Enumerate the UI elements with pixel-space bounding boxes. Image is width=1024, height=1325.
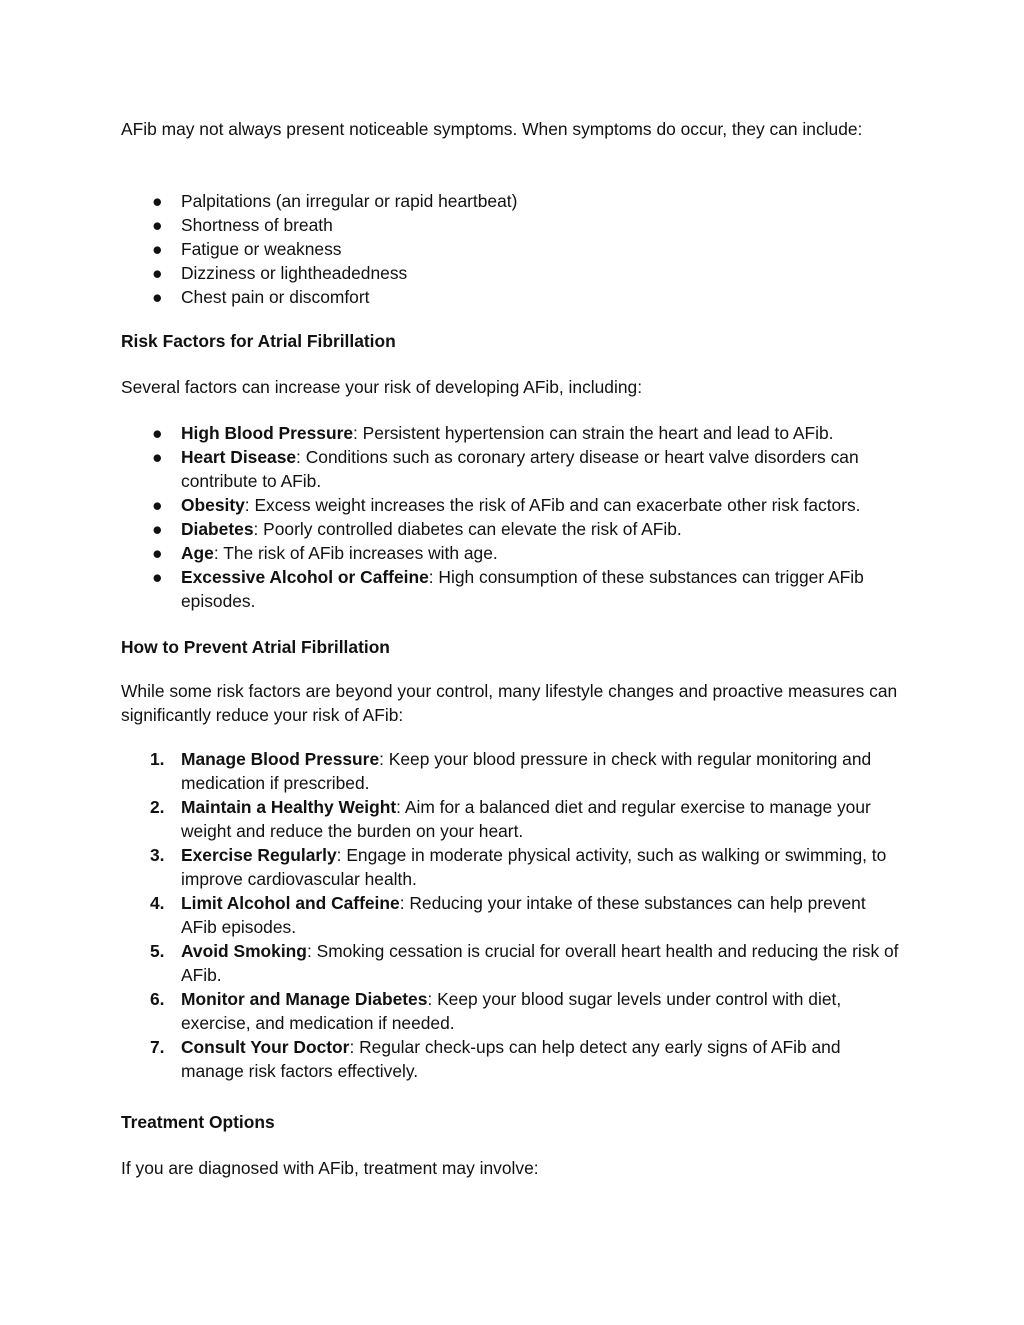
- prevention-description: : Keep your blood sugar levels under control with diet, exercise, and medication if needed.: [181, 989, 842, 1033]
- bullet-marker: ●: [152, 519, 163, 539]
- prevention-term: Limit Alcohol and Caffeine: [181, 893, 400, 913]
- prevention-description: : Keep your blood pressure in check with regular monitoring and medication if prescribed.: [181, 749, 872, 793]
- risk-factor-term: Age: [181, 543, 214, 563]
- risk-factor-term: High Blood Pressure: [181, 423, 354, 443]
- treatment-intro: If you are diagnosed with AFib, treatment may involve:: [121, 1158, 539, 1178]
- prevention-term: Manage Blood Pressure: [181, 749, 380, 769]
- risk-factor-term: Heart Disease: [181, 447, 297, 467]
- list-item: [121, 213, 901, 237]
- list-item: [121, 421, 901, 445]
- list-item: [121, 843, 901, 891]
- bullet-marker: ●: [152, 239, 163, 259]
- prevention-term: Avoid Smoking: [181, 941, 307, 961]
- risk-factor-term: Excessive Alcohol or Caffeine: [181, 567, 429, 587]
- prevention-description: : Engage in moderate physical activity, such as walking or swimming, to improve cardiovascular health.: [181, 845, 887, 889]
- risk-factor-description: : Conditions such as coronary artery disease or heart valve disorders can contribute to AFib.: [181, 447, 859, 491]
- prevention-term: Consult Your Doctor: [181, 1037, 350, 1057]
- bullet-marker: ●: [152, 543, 163, 563]
- list-item-text: Fatigue or weakness: [181, 239, 342, 259]
- risk-factor-description: : The risk of AFib increases with age.: [213, 543, 498, 563]
- step-number: 2.: [150, 797, 165, 817]
- list-item: [121, 565, 901, 613]
- list-item-text: Palpitations (an irregular or rapid heartbeat): [181, 191, 518, 211]
- prevention-description: : Reducing your intake of these substances can help prevent AFib episodes.: [181, 893, 866, 937]
- list-item: [121, 1035, 901, 1083]
- list-item: [121, 445, 901, 493]
- bullet-marker: ●: [152, 567, 163, 587]
- risk-factor-description: : High consumption of these substances can trigger AFib episodes.: [181, 567, 864, 611]
- list-item: [121, 747, 901, 795]
- list-item-text: Shortness of breath: [181, 215, 333, 235]
- risk-factors-heading: Risk Factors for Atrial Fibrillation: [121, 331, 396, 351]
- symptoms-intro-paragraph: AFib may not always present noticeable symptoms. When symptoms do occur, they can include:: [121, 119, 863, 139]
- risk-factor-term: Obesity: [181, 495, 245, 515]
- list-item: [121, 261, 901, 285]
- list-item: [121, 189, 901, 213]
- bullet-marker: ●: [152, 263, 163, 283]
- list-item: [121, 517, 901, 541]
- step-number: 1.: [150, 749, 165, 769]
- treatment-heading: Treatment Options: [121, 1112, 275, 1132]
- step-number: 7.: [150, 1037, 165, 1057]
- prevention-description: : Smoking cessation is crucial for overall heart health and reducing the risk of AFib.: [181, 941, 899, 985]
- list-item: [121, 493, 901, 517]
- step-number: 5.: [150, 941, 165, 961]
- bullet-marker: ●: [152, 191, 163, 211]
- risk-factors-intro: Several factors can increase your risk of developing AFib, including:: [121, 377, 643, 397]
- risk-factor-term: Diabetes: [181, 519, 254, 539]
- prevention-term: Maintain a Healthy Weight: [181, 797, 397, 817]
- risk-factors-list: [121, 421, 901, 613]
- list-item-text: Chest pain or discomfort: [181, 287, 370, 307]
- symptoms-list: [121, 189, 901, 309]
- list-item: [121, 987, 901, 1035]
- list-item: [121, 939, 901, 987]
- prevention-term: Monitor and Manage Diabetes: [181, 989, 428, 1009]
- bullet-marker: ●: [152, 423, 163, 443]
- bullet-marker: ●: [152, 215, 163, 235]
- prevention-description: : Regular check-ups can help detect any early signs of AFib and manage risk factors effectively.: [181, 1037, 841, 1081]
- list-item: [121, 237, 901, 261]
- prevention-description: : Aim for a balanced diet and regular exercise to manage your weight and reduce the burden on your heart.: [181, 797, 871, 841]
- risk-factor-description: : Excess weight increases the risk of AFib and can exacerbate other risk factors.: [244, 495, 861, 515]
- risk-factor-description: : Persistent hypertension can strain the heart and lead to AFib.: [353, 423, 834, 443]
- prevention-steps-list: [121, 747, 901, 1083]
- bullet-marker: ●: [152, 287, 163, 307]
- risk-factor-description: : Poorly controlled diabetes can elevate the risk of AFib.: [253, 519, 682, 539]
- step-number: 3.: [150, 845, 165, 865]
- bullet-marker: ●: [152, 495, 163, 515]
- list-item: [121, 891, 901, 939]
- list-item: [121, 795, 901, 843]
- list-item-text: Dizziness or lightheadedness: [181, 263, 408, 283]
- prevention-intro: While some risk factors are beyond your control, many lifestyle changes and proactive measures can significantly reduce your risk of AFib:: [121, 681, 898, 725]
- bullet-marker: ●: [152, 447, 163, 467]
- step-number: 4.: [150, 893, 165, 913]
- prevention-term: Exercise Regularly: [181, 845, 337, 865]
- step-number: 6.: [150, 989, 165, 1009]
- list-item: [121, 541, 901, 565]
- list-item: [121, 285, 901, 309]
- prevention-heading: How to Prevent Atrial Fibrillation: [121, 637, 390, 657]
